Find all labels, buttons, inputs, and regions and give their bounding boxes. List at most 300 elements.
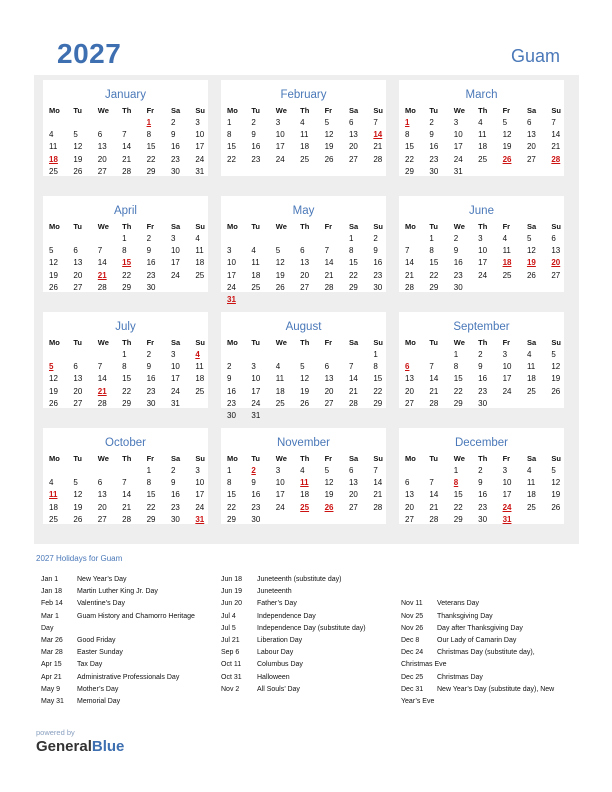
day-cell: 15 [453, 490, 463, 500]
day-cell: 20 [97, 502, 107, 512]
holiday-name: Halloween [257, 673, 290, 681]
weekday-label: Sa [526, 106, 537, 115]
holiday-name: Memorial Day [77, 697, 121, 705]
day-grid [47, 452, 208, 526]
day-cell: 14 [348, 374, 358, 384]
day-cell: 17 [478, 258, 488, 268]
holiday-day: 18 [502, 258, 512, 268]
day-cell: 21 [122, 502, 132, 512]
month-september [399, 312, 564, 408]
holiday-date: Jul 4 [221, 612, 236, 620]
day-cell: 26 [526, 270, 536, 280]
holiday-day: 31 [195, 514, 205, 524]
holiday-name: Mother’s Day [77, 685, 119, 693]
day-cell: 16 [251, 142, 261, 152]
holiday-row [401, 611, 581, 623]
empty-cell [225, 349, 249, 361]
weekday-label: Mo [227, 338, 238, 347]
day-cell: 23 [251, 154, 261, 164]
day-cell: 10 [478, 246, 488, 256]
day-cell: 21 [405, 270, 414, 280]
day-cell: 5 [551, 350, 556, 359]
day-cell: 1 [453, 350, 459, 359]
day-cell: 11 [478, 130, 487, 140]
day-cell: 9 [373, 246, 378, 256]
day-cell: 23 [373, 270, 383, 280]
day-cell: 2 [478, 350, 483, 359]
day-cell: 4 [478, 118, 483, 127]
day-cell: 22 [429, 270, 439, 280]
weekday-label: Tu [73, 454, 82, 463]
day-grid [225, 452, 386, 526]
day-cell: 17 [275, 490, 285, 500]
holiday-day: 26 [324, 502, 334, 512]
day-cell: 5 [502, 118, 508, 127]
holiday-day: 1 [405, 118, 410, 127]
holiday-row [221, 635, 401, 647]
country-title: Guam [510, 46, 560, 66]
day-cell: 13 [405, 374, 414, 384]
day-cell: 18 [300, 142, 310, 152]
empty-cell [71, 233, 95, 245]
weekday-label: We [275, 106, 287, 115]
day-grid [403, 220, 564, 294]
day-cell: 8 [227, 130, 232, 140]
day-cell: 2 [146, 234, 152, 243]
weekday-label: Mo [405, 106, 416, 115]
month-name: March [465, 89, 498, 101]
weekday-label: Tu [251, 106, 260, 115]
holiday-date: Oct 31 [221, 673, 242, 681]
holiday-column-1 [41, 574, 221, 708]
day-cell: 14 [551, 130, 561, 140]
weekday-label: We [453, 106, 465, 115]
day-cell: 27 [348, 502, 358, 512]
empty-cell [47, 117, 71, 129]
month-january [43, 80, 208, 176]
holiday-row [221, 684, 401, 696]
day-cell: 10 [195, 130, 205, 140]
day-cell: 30 [429, 166, 439, 176]
day-cell: 12 [324, 478, 334, 488]
day-cell: 8 [453, 362, 459, 372]
weekday-label: Sa [170, 454, 181, 463]
day-cell: 24 [170, 270, 180, 280]
weekday-label: Su [551, 338, 561, 347]
day-cell: 18 [478, 142, 488, 152]
day-cell: 18 [49, 502, 58, 512]
day-cell: 21 [348, 386, 358, 396]
months-grid [43, 80, 564, 524]
day-cell: 7 [97, 362, 103, 372]
day-cell: 13 [348, 478, 358, 488]
day-cell: 7 [324, 246, 330, 256]
empty-cell [96, 349, 120, 361]
day-cell: 19 [502, 142, 512, 152]
day-cell: 18 [526, 374, 536, 384]
day-cell: 25 [49, 166, 58, 176]
weekday-label: Su [551, 454, 561, 463]
weekday-label: Fr [324, 222, 333, 231]
day-cell: 15 [429, 258, 439, 268]
day-cell: 10 [502, 362, 512, 372]
day-cell: 30 [146, 398, 156, 408]
day-grid [403, 104, 564, 178]
day-cell: 20 [300, 270, 310, 280]
day-cell: 19 [73, 502, 83, 512]
holiday-date: Jul 5 [221, 624, 236, 632]
day-cell: 20 [73, 270, 83, 280]
day-cell: 21 [373, 490, 383, 500]
holiday-day: 4 [195, 350, 200, 359]
day-cell: 14 [97, 258, 107, 268]
holiday-name: Veterans Day [437, 600, 480, 608]
day-cell: 27 [348, 154, 358, 164]
day-cell: 4 [526, 350, 532, 359]
weekday-label: We [97, 222, 109, 231]
day-cell: 17 [502, 490, 512, 500]
weekday-label: Sa [526, 454, 537, 463]
weekday-label: Su [373, 338, 383, 347]
weekday-label: Th [478, 338, 488, 347]
weekday-label: Fr [146, 106, 155, 115]
day-cell: 13 [97, 142, 107, 152]
day-cell: 5 [49, 246, 54, 256]
day-cell: 1 [146, 466, 152, 475]
day-cell: 18 [195, 374, 205, 384]
day-cell: 13 [73, 258, 83, 268]
weekday-label: Tu [73, 222, 82, 231]
day-cell: 30 [170, 514, 180, 524]
day-cell: 12 [551, 478, 561, 488]
day-cell: 9 [170, 478, 176, 488]
day-cell: 20 [348, 142, 358, 152]
day-cell: 16 [227, 386, 236, 396]
holiday-row [401, 696, 581, 708]
empty-cell [120, 465, 144, 477]
holiday-date: Dec 31 [401, 685, 424, 693]
day-cell: 5 [300, 362, 305, 372]
day-cell: 24 [478, 270, 488, 280]
day-cell: 19 [324, 142, 334, 152]
day-grid [225, 336, 386, 422]
empty-cell [47, 233, 71, 245]
holiday-date: Jun 20 [221, 600, 243, 608]
weekday-label: Mo [49, 454, 60, 463]
day-cell: 26 [551, 386, 561, 396]
day-cell: 21 [429, 502, 439, 512]
day-cell: 27 [97, 514, 107, 524]
holiday-row [401, 672, 581, 684]
day-cell: 30 [146, 282, 156, 292]
holiday-row [401, 659, 581, 671]
day-cell: 6 [97, 478, 103, 488]
holiday-row [221, 647, 401, 659]
day-cell: 1 [373, 350, 378, 359]
day-cell: 10 [170, 362, 180, 372]
day-cell: 27 [405, 398, 414, 408]
day-cell: 13 [551, 246, 561, 256]
weekday-label: Tu [429, 106, 438, 115]
holiday-name: Labour Day [257, 649, 294, 657]
day-cell: 10 [195, 478, 205, 488]
holiday-name: Independence Day (substitute day) [257, 624, 366, 632]
day-cell: 9 [227, 374, 232, 384]
holiday-row [221, 586, 401, 598]
empty-cell [96, 117, 120, 129]
weekday-label: Fr [502, 106, 511, 115]
day-cell: 11 [300, 130, 309, 140]
day-cell: 20 [526, 142, 536, 152]
day-cell: 23 [251, 502, 261, 512]
day-cell: 2 [429, 118, 434, 127]
weekday-label: We [97, 454, 109, 463]
day-cell: 3 [195, 118, 200, 127]
day-cell: 12 [49, 258, 58, 268]
day-grid [403, 452, 564, 526]
month-name: November [276, 437, 331, 449]
calendar-panel [34, 75, 579, 544]
day-cell: 4 [526, 466, 532, 475]
day-cell: 13 [526, 130, 536, 140]
holiday-date: Jan 18 [41, 588, 63, 596]
holiday-name: Father’s Day [257, 600, 297, 608]
day-cell: 16 [478, 374, 488, 384]
holiday-name: Liberation Day [257, 636, 303, 644]
weekday-label: Su [195, 454, 205, 463]
day-cell: 6 [97, 130, 103, 140]
day-cell: 31 [453, 166, 463, 176]
holiday-name: Martin Luther King Jr. Day [77, 588, 158, 596]
weekday-label: Su [373, 222, 383, 231]
month-name: April [113, 205, 137, 217]
day-cell: 2 [478, 466, 483, 475]
holiday-day: 28 [551, 154, 561, 164]
day-cell: 28 [324, 282, 334, 292]
weekday-label: Su [373, 106, 383, 115]
day-cell: 26 [49, 398, 58, 408]
weekday-label: We [453, 454, 465, 463]
day-cell: 12 [324, 130, 334, 140]
holiday-name: Juneteenth (substitute day) [257, 576, 342, 583]
day-cell: 6 [300, 246, 305, 256]
day-cell: 16 [146, 374, 156, 384]
empty-cell [298, 349, 322, 361]
holiday-row [41, 611, 221, 623]
day-cell: 25 [526, 386, 536, 396]
day-cell: 12 [73, 490, 83, 500]
holiday-row [221, 611, 401, 623]
weekday-label: Fr [502, 222, 511, 231]
day-cell: 30 [478, 514, 488, 524]
day-cell: 18 [275, 386, 285, 396]
holiday-day: 11 [300, 478, 309, 488]
day-cell: 2 [170, 118, 176, 127]
holiday-row [41, 659, 221, 671]
day-cell: 10 [275, 130, 285, 140]
day-cell: 11 [526, 362, 536, 372]
holiday-row [41, 647, 221, 659]
day-cell: 15 [122, 374, 132, 384]
day-cell: 27 [73, 282, 83, 292]
day-cell: 15 [405, 142, 414, 152]
day-cell: 12 [526, 246, 536, 256]
day-cell: 21 [373, 142, 383, 152]
holiday-date: Mar 1 [41, 612, 59, 620]
day-cell: 13 [405, 490, 414, 500]
day-cell: 9 [146, 246, 152, 256]
month-february [221, 80, 386, 176]
day-cell: 2 [453, 234, 459, 243]
holiday-row [221, 598, 401, 610]
day-cell: 9 [429, 130, 434, 140]
month-name: September [453, 321, 510, 333]
empty-cell [323, 233, 347, 245]
day-cell: 12 [275, 258, 285, 268]
empty-cell [71, 465, 95, 477]
day-cell: 14 [122, 490, 132, 500]
day-cell: 22 [348, 270, 358, 280]
day-cell: 23 [478, 502, 488, 512]
day-cell: 24 [251, 398, 261, 408]
day-cell: 23 [146, 386, 156, 396]
day-cell: 15 [453, 374, 463, 384]
month-august [221, 312, 386, 420]
day-cell: 6 [73, 246, 78, 256]
day-grid [47, 220, 208, 294]
day-cell: 29 [453, 398, 463, 408]
day-cell: 27 [551, 270, 561, 280]
day-cell: 13 [300, 258, 310, 268]
empty-cell [71, 349, 95, 361]
day-cell: 1 [348, 234, 354, 243]
weekday-label: Su [195, 106, 205, 115]
holidays-title: 2027 Holidays for Guam [36, 554, 123, 563]
holiday-name: Valentine’s Day [77, 600, 125, 608]
holiday-row [401, 574, 581, 586]
holiday-date: Nov 25 [401, 612, 424, 620]
day-cell: 14 [429, 490, 439, 500]
day-cell: 20 [405, 386, 414, 396]
day-cell: 4 [49, 130, 54, 140]
day-cell: 5 [526, 234, 532, 243]
day-cell: 8 [122, 362, 127, 372]
day-cell: 28 [373, 502, 383, 512]
weekday-label: Sa [170, 338, 181, 347]
holiday-name: Good Friday [77, 636, 116, 644]
holiday-row [221, 659, 401, 671]
holiday-row [41, 598, 221, 610]
day-cell: 10 [170, 246, 180, 256]
day-cell: 18 [195, 258, 205, 268]
day-cell: 27 [97, 166, 107, 176]
day-cell: 29 [122, 398, 132, 408]
day-cell: 7 [429, 362, 434, 372]
day-cell: 4 [300, 466, 305, 475]
day-cell: 30 [227, 410, 236, 420]
day-cell: 3 [195, 466, 200, 475]
day-cell: 16 [429, 142, 439, 152]
weekday-label: Sa [348, 338, 359, 347]
day-cell: 29 [348, 282, 358, 292]
day-cell: 24 [227, 282, 236, 292]
holiday-row [41, 672, 221, 684]
day-cell: 6 [551, 234, 556, 243]
weekday-label: Tu [429, 454, 438, 463]
weekday-label: Sa [526, 222, 537, 231]
holiday-row [221, 672, 401, 684]
day-cell: 4 [275, 362, 281, 372]
day-cell: 3 [453, 118, 459, 127]
month-name: August [285, 321, 322, 333]
weekday-label: Tu [429, 222, 438, 231]
holiday-day: 6 [405, 362, 410, 372]
day-cell: 13 [348, 130, 358, 140]
day-grid [225, 220, 386, 306]
month-name: December [454, 437, 509, 449]
weekday-label: We [275, 222, 287, 231]
day-cell: 26 [73, 166, 83, 176]
weekday-label: Sa [348, 106, 359, 115]
day-cell: 9 [251, 130, 256, 140]
day-cell: 22 [453, 386, 463, 396]
day-cell: 19 [49, 270, 58, 280]
day-cell: 17 [170, 374, 180, 384]
day-cell: 25 [275, 398, 285, 408]
holiday-date: Dec 24 [401, 649, 424, 657]
day-cell: 14 [405, 258, 414, 268]
holiday-day: 1 [146, 118, 152, 127]
weekday-label: Fr [502, 454, 511, 463]
holiday-name: Day after Thanksgiving Day [437, 624, 523, 632]
holiday-day: 18 [49, 154, 58, 164]
day-cell: 3 [170, 350, 176, 359]
day-cell: 16 [251, 490, 261, 500]
empty-cell [323, 349, 347, 361]
day-cell: 24 [195, 502, 205, 512]
weekday-label: Su [551, 222, 561, 231]
day-cell: 19 [73, 154, 83, 164]
year-title: 2027 [57, 38, 122, 69]
day-cell: 21 [429, 386, 439, 396]
day-cell: 16 [146, 258, 156, 268]
day-cell: 8 [405, 130, 410, 140]
holiday-day: 31 [502, 514, 512, 524]
holiday-date [401, 586, 437, 598]
day-cell: 28 [348, 398, 358, 408]
weekday-label: Tu [73, 106, 82, 115]
day-cell: 8 [348, 246, 354, 256]
day-cell: 8 [146, 130, 152, 140]
holiday-day: 21 [97, 386, 107, 396]
day-cell: 24 [275, 154, 285, 164]
day-cell: 19 [49, 386, 58, 396]
day-cell: 14 [122, 142, 132, 152]
day-cell: 1 [122, 234, 127, 243]
empty-cell [47, 465, 71, 477]
day-cell: 28 [405, 282, 414, 292]
day-cell: 2 [251, 118, 256, 127]
holiday-name: Day [41, 624, 54, 632]
day-cell: 27 [526, 154, 536, 164]
day-cell: 5 [73, 130, 78, 140]
month-name: October [105, 437, 146, 449]
empty-cell [427, 349, 451, 361]
empty-cell [403, 349, 427, 361]
day-cell: 30 [170, 166, 180, 176]
weekday-label: Tu [251, 338, 260, 347]
holiday-date: Jun 19 [221, 588, 243, 596]
